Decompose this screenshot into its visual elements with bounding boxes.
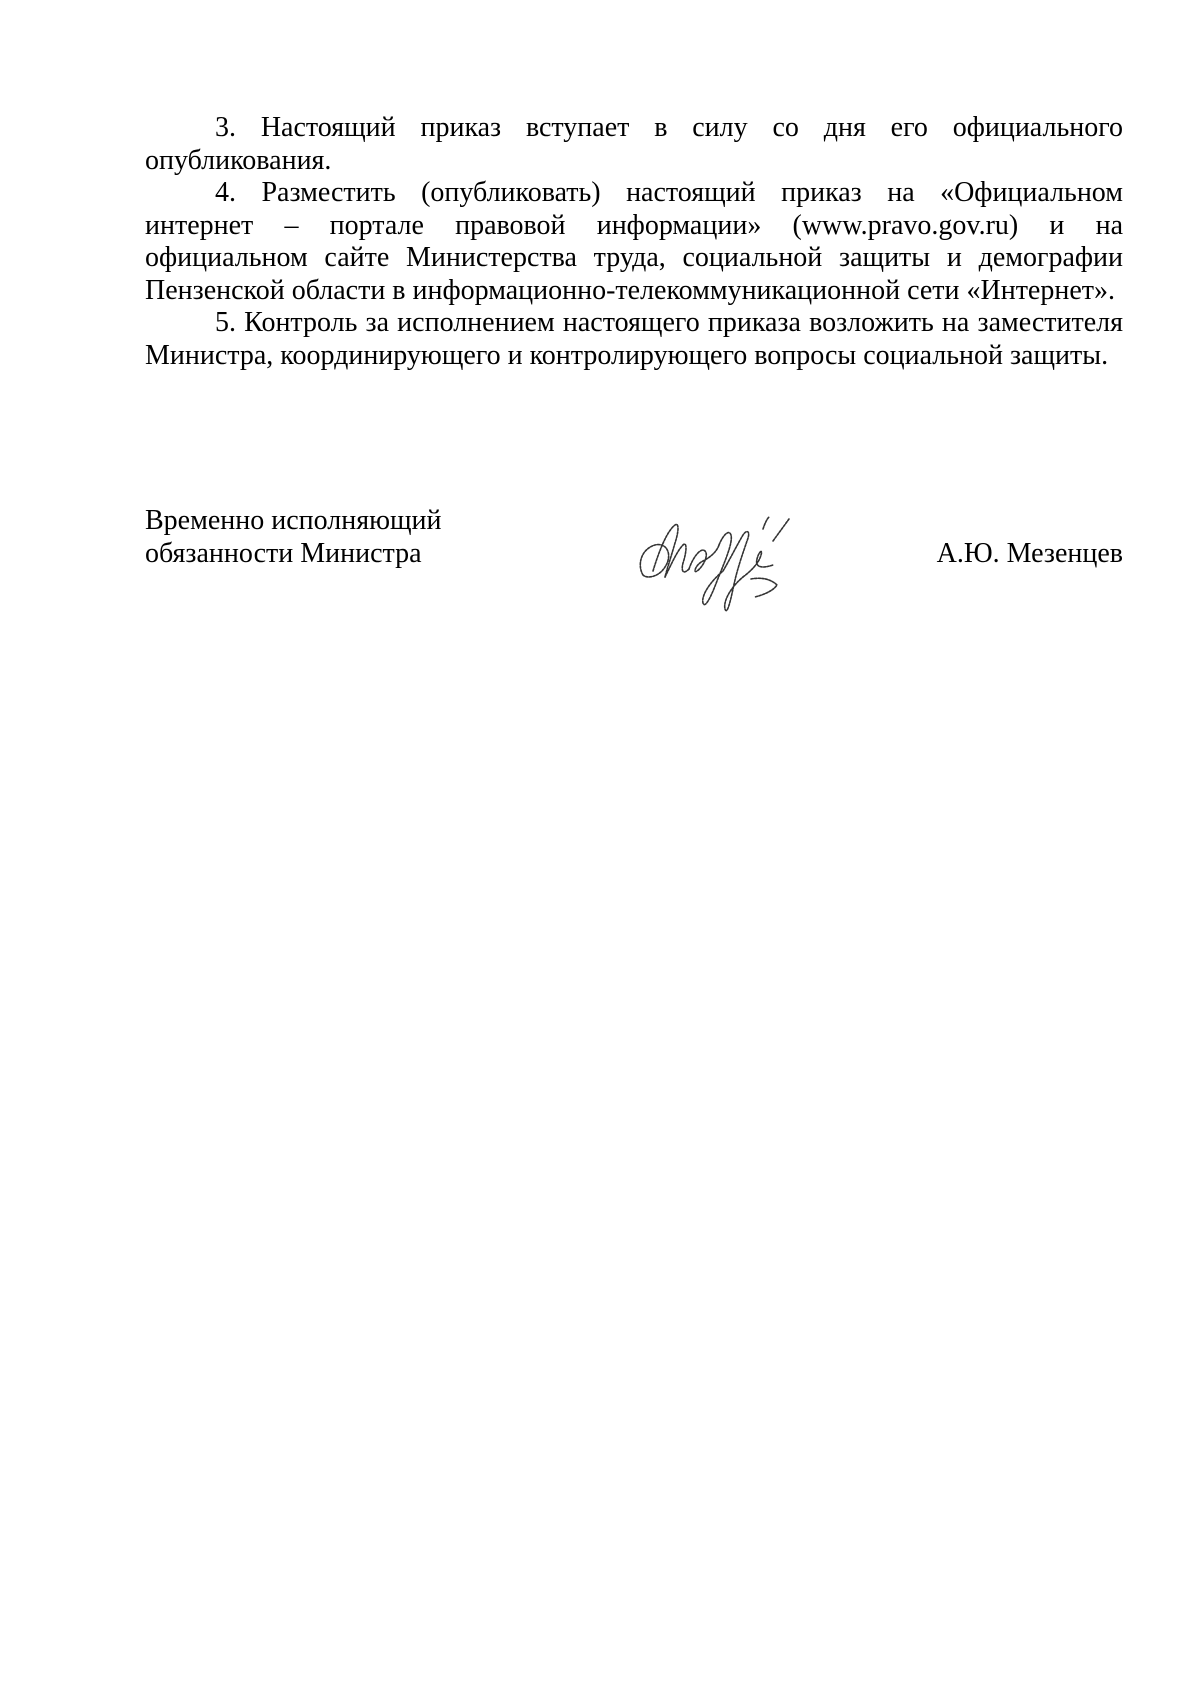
signature-block bbox=[145, 505, 1123, 635]
signer-title-line-1: Временно исполняющий bbox=[145, 505, 442, 536]
signer-name: А.Ю. Мезенцев bbox=[936, 537, 1123, 569]
paragraph-3: 3. Настоящий приказ вступает в силу со дня его официального опубликования. bbox=[145, 112, 1123, 176]
handwritten-signature-icon bbox=[633, 505, 803, 623]
signer-title-line-2: обязанности Министра bbox=[145, 537, 422, 569]
signer-title bbox=[145, 505, 545, 570]
paragraph-5: 5. Контроль за исполнением настоящего приказа возложить на заместителя Министра, координирующего и контролирующего вопросы социальной защиты. bbox=[145, 307, 1123, 371]
paragraph-4: 4. Разместить (опубликовать) настоящий приказ на «Официальном интернет – портале правовой информации» (www.pravo.gov.ru) и на официальном сайте Министерства труда, социальной защиты и демографии Пензенской области в информационно-телекоммуникационной сети «Интернет». bbox=[145, 177, 1123, 306]
document-body bbox=[145, 112, 1123, 372]
